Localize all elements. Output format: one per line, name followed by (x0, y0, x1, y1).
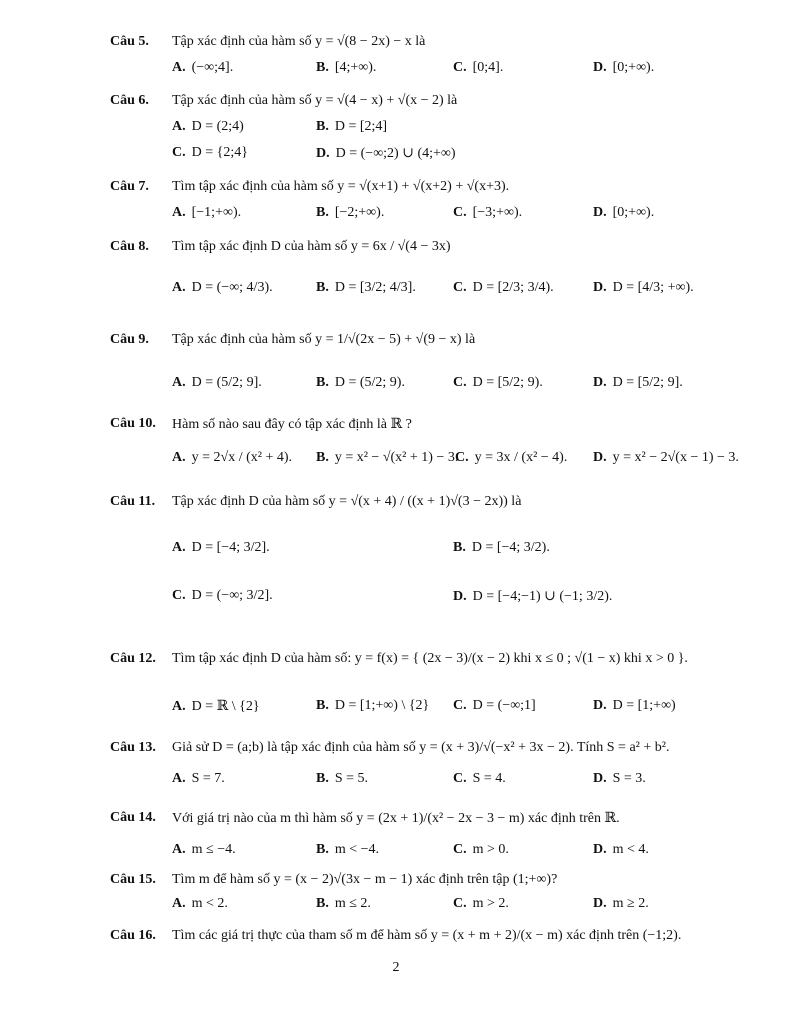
option-b[interactable]: B. D = [−4; 3/2). (453, 540, 550, 555)
options-9 (0, 375, 792, 405)
question-text: Tập xác định của hàm số y = √(4 − x) + √(x − 2) là (172, 93, 458, 108)
options-10 (0, 450, 792, 480)
option-a[interactable]: A. [−1;+∞). (172, 205, 242, 220)
question-9 (0, 332, 792, 362)
option-a[interactable]: A. D = (−∞; 4/3). (172, 280, 273, 295)
question-label: Câu 6. (110, 93, 149, 108)
option-a[interactable]: A. D = [−4; 3/2]. (172, 540, 270, 555)
option-b[interactable]: B. D = [3/2; 4/3]. (316, 280, 416, 295)
option-b[interactable]: B. [−2;+∞). (316, 205, 385, 220)
options-14 (0, 842, 792, 872)
option-d[interactable]: D. D = [1;+∞) (593, 698, 676, 713)
option-b[interactable]: B. m ≤ 2. (316, 896, 371, 911)
option-a[interactable]: A. m ≤ −4. (172, 842, 236, 857)
question-12 (0, 651, 792, 681)
option-b[interactable]: B. S = 5. (316, 771, 369, 786)
question-text: Tìm tập xác định D của hàm số y = 6x / √(4 − 3x) (172, 239, 451, 254)
options-12 (0, 698, 792, 728)
question-label: Câu 5. (110, 34, 149, 49)
option-a[interactable]: A. (−∞;4]. (172, 60, 234, 75)
question-label: Câu 11. (110, 494, 156, 509)
question-text: Với giá trị nào của m thì hàm số y = (2x + 1)/(x² − 2x − 3 − m) xác định trên ℝ. (172, 811, 620, 826)
option-d[interactable]: D. D = [4/3; +∞). (593, 280, 694, 295)
question-label: Câu 14. (110, 810, 156, 825)
option-c[interactable]: C. D = [2/3; 3/4). (453, 280, 554, 295)
question-text: Tập xác định của hàm số y = √(8 − 2x) − x là (172, 34, 426, 49)
option-b[interactable]: B. [4;+∞). (316, 60, 377, 75)
question-10 (0, 416, 792, 446)
options-8 (0, 280, 792, 310)
question-11 (0, 494, 792, 524)
option-c[interactable]: C. D = {2;4} (172, 145, 248, 160)
option-a[interactable]: A. D = (5/2; 9]. (172, 375, 262, 390)
question-label: Câu 9. (110, 332, 149, 347)
option-b[interactable]: B. D = (5/2; 9). (316, 375, 405, 390)
options-5 (0, 60, 792, 90)
question-16 (0, 928, 792, 958)
options-13 (0, 771, 792, 801)
options-11b (0, 588, 792, 618)
options-6b (0, 145, 792, 175)
option-d[interactable]: D. m ≥ 2. (593, 896, 649, 911)
option-c[interactable]: C. D = (−∞;1] (453, 698, 536, 713)
option-c[interactable]: C. m > 0. (453, 842, 509, 857)
question-text: Tìm m để hàm số y = (x − 2)√(3x − m − 1) xác định trên tập (1;+∞)? (172, 872, 558, 887)
option-d[interactable]: D. D = [−4;−1) ∪ (−1; 3/2). (453, 589, 613, 604)
option-d[interactable]: D. [0;+∞). (593, 60, 655, 75)
question-text: Hàm số nào sau đây có tập xác định là ℝ ? (172, 417, 412, 432)
option-a[interactable]: A. y = 2√x / (x² + 4). (172, 450, 293, 465)
question-label: Câu 8. (110, 239, 149, 254)
question-text: Tập xác định của hàm số y = 1/√(2x − 5) + √(9 − x) là (172, 332, 476, 347)
option-d[interactable]: D. [0;+∞). (593, 205, 655, 220)
question-13 (0, 740, 792, 770)
option-c[interactable]: C. S = 4. (453, 771, 506, 786)
question-text: Tập xác định D của hàm số y = √(x + 4) / ((x + 1)√(3 − 2x)) là (172, 494, 522, 509)
question-text: Tìm tập xác định D của hàm số: y = f(x) = { (2x − 3)/(x − 2) khi x ≤ 0 ; √(1 − x) khi x > 0 }. (172, 651, 688, 666)
option-c[interactable]: C. D = (−∞; 3/2]. (172, 588, 273, 603)
option-d[interactable]: D. m < 4. (593, 842, 649, 857)
question-label: Câu 16. (110, 928, 156, 943)
option-b[interactable]: B. D = [2;4] (316, 119, 388, 134)
option-c[interactable]: C. m > 2. (453, 896, 509, 911)
option-d[interactable]: D. D = [5/2; 9]. (593, 375, 683, 390)
option-d[interactable]: D. y = x² − 2√(x − 1) − 3. (593, 450, 739, 465)
option-b[interactable]: B. y = x² − √(x² + 1) − 3. (316, 450, 459, 465)
option-a[interactable]: A. S = 7. (172, 771, 225, 786)
question-text: Tìm tập xác định của hàm số y = √(x+1) + √(x+2) + √(x+3). (172, 179, 510, 194)
question-label: Câu 10. (110, 416, 156, 431)
option-a[interactable]: A. D = ℝ \ {2} (172, 699, 260, 714)
option-d[interactable]: D. S = 3. (593, 771, 646, 786)
page-number: 2 (392, 960, 400, 975)
option-d[interactable]: D. D = (−∞;2) ∪ (4;+∞) (316, 146, 456, 161)
question-label: Câu 12. (110, 651, 156, 666)
option-c[interactable]: C. [−3;+∞). (453, 205, 523, 220)
option-c[interactable]: C. y = 3x / (x² − 4). (455, 450, 568, 465)
options-11a (0, 540, 792, 570)
question-text: Tìm các giá trị thực của tham số m để hàm số y = (x + m + 2)/(x − m) xác định trên (−1;2). (172, 928, 682, 943)
question-14 (0, 810, 792, 840)
question-label: Câu 7. (110, 179, 149, 194)
option-b[interactable]: B. m < −4. (316, 842, 380, 857)
options-15 (0, 896, 792, 926)
question-label: Câu 15. (110, 872, 156, 887)
question-8 (0, 239, 792, 269)
option-a[interactable]: A. D = (2;4) (172, 119, 244, 134)
option-a[interactable]: A. m < 2. (172, 896, 228, 911)
options-7 (0, 205, 792, 235)
option-c[interactable]: C. D = [5/2; 9). (453, 375, 543, 390)
question-label: Câu 13. (110, 740, 156, 755)
question-text: Giả sử D = (a;b) là tập xác định của hàm số y = (x + 3)/√(−x² + 3x − 2). Tính S = a² + b². (172, 740, 670, 755)
option-c[interactable]: C. [0;4]. (453, 60, 504, 75)
option-b[interactable]: B. D = [1;+∞) \ {2} (316, 698, 430, 713)
